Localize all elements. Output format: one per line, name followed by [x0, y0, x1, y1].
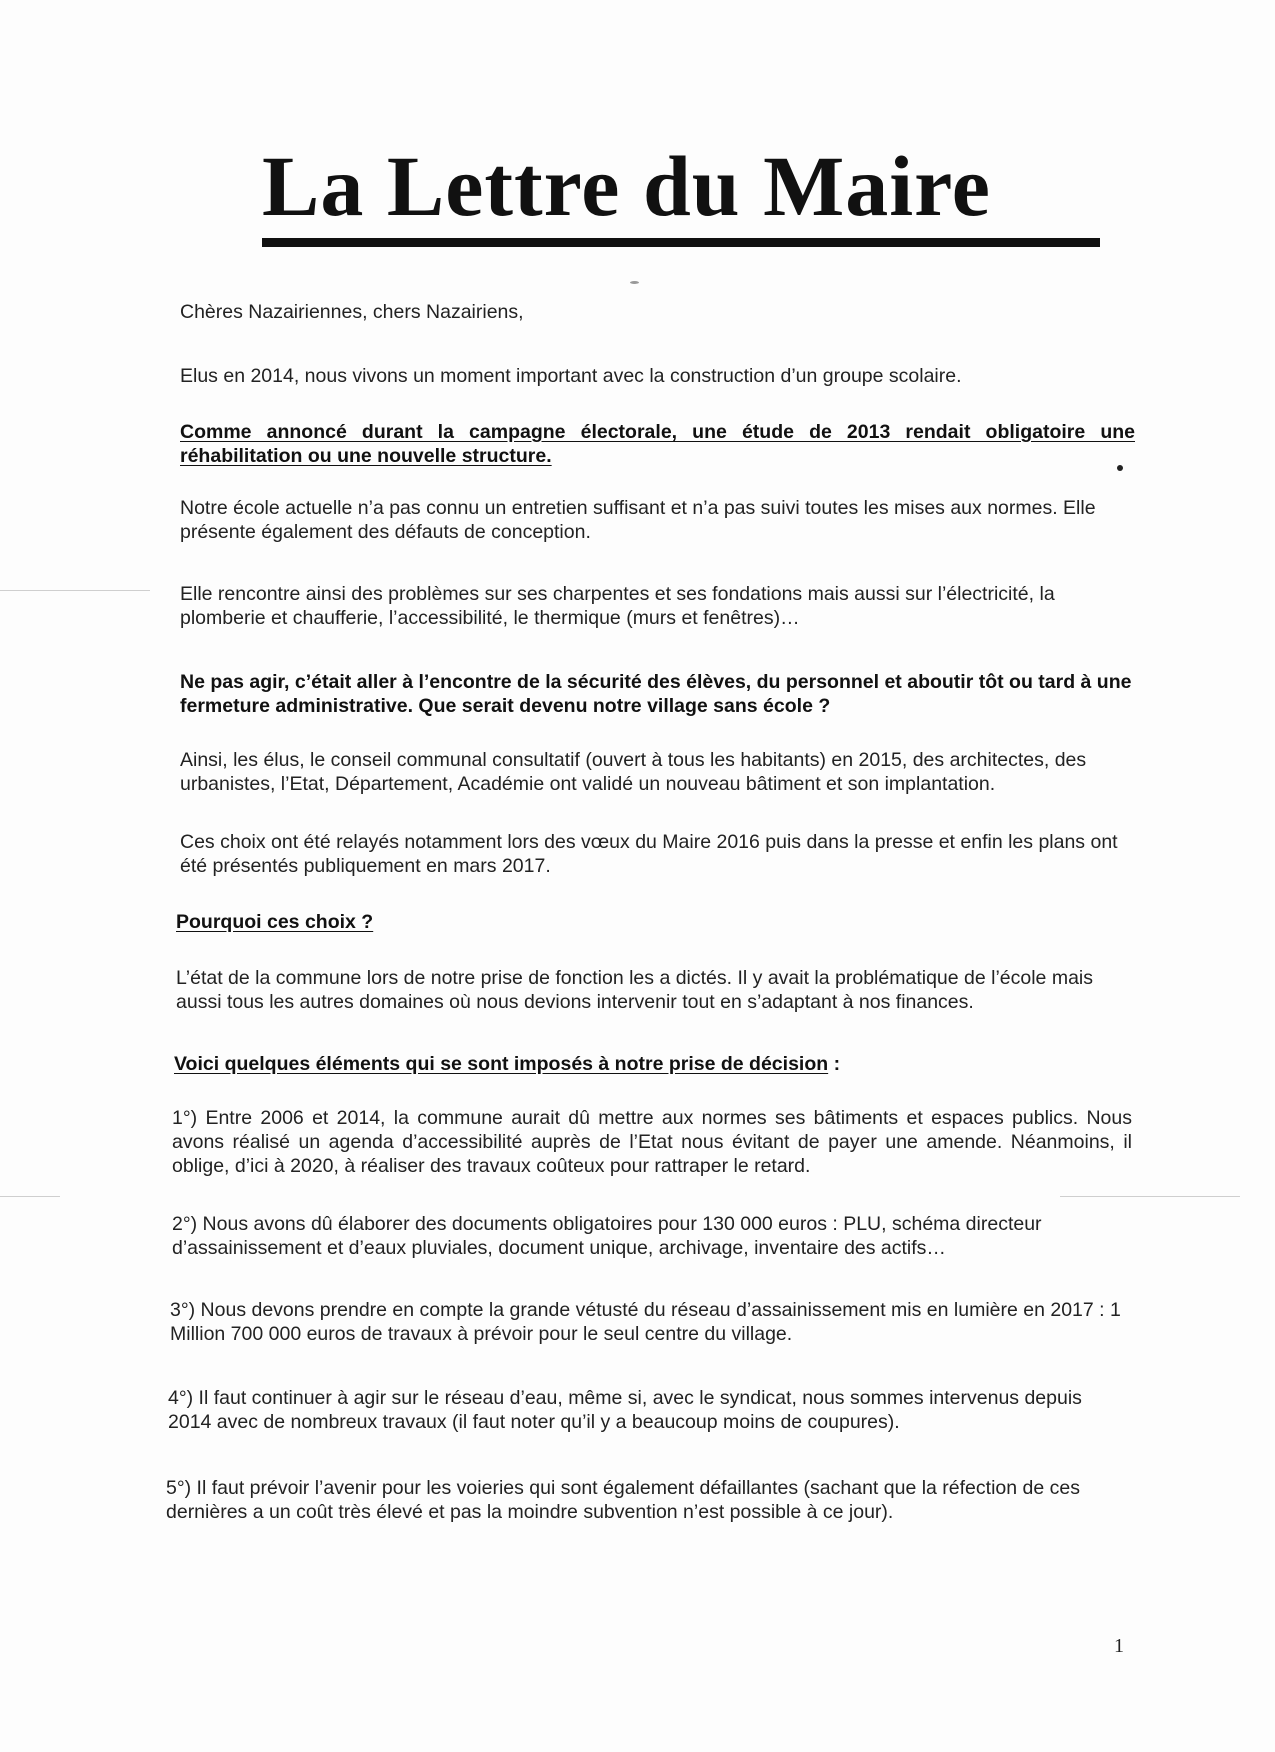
paragraph-school-condition: Notre école actuelle n’a pas connu un entretien suffisant et n’a pas suivi toutes les mises aux normes. Elle présente également des défauts de conception. — [180, 497, 1096, 543]
paragraph-communication: Ces choix ont été relayés notamment lors des vœux du Maire 2016 puis dans la presse et enfin les plans ont été présentés publiquement en mars 2017. — [180, 831, 1118, 877]
section-paragraph: L’état de la commune lors de notre prise de fonction les a dictés. Il y avait la problématique de l’école mais aussi tous les autres domaines où nous devions intervenir tout en s’adaptant à nos finances. — [176, 967, 1093, 1013]
letter-title: La Lettre du Maire — [262, 138, 991, 234]
section-heading: Pourquoi ces choix ? — [176, 911, 374, 933]
scan-artifact-line — [1060, 1196, 1240, 1197]
list-heading-text: Voici quelques éléments qui se sont imposés à notre prise de décision — [174, 1053, 829, 1075]
scan-speck — [630, 281, 639, 284]
paragraph-problems: Elle rencontre ainsi des problèmes sur ses charpentes et ses fondations mais aussi sur l’électricité, la plomberie et chaufferie, l’accessibilité, le thermique (murs et fenêtres)… — [180, 583, 1055, 629]
paragraph-intro: Elus en 2014, nous vivons un moment important avec la construction d’un groupe scolaire. — [180, 365, 962, 387]
title-underline — [262, 238, 1100, 247]
scan-artifact-line — [0, 590, 150, 591]
list-heading-colon: : — [828, 1053, 841, 1075]
list-heading — [174, 1052, 1134, 1076]
paragraph-validation: Ainsi, les élus, le conseil communal consultatif (ouvert à tous les habitants) en 2015, des architectes, des urbanistes, l’Etat, Département, Académie ont validé un nouveau bâtiment et son implantation. — [180, 749, 1087, 795]
list-item: 1°) Entre 2006 et 2014, la commune aurait dû mettre aux normes ses bâtiments et espaces publics. Nous avons réalisé un agenda d’accessibilité auprès de l’Etat nous évitant de payer une amende. Néanmoins, il oblige, d’ici à 2020, à réaliser des travaux coûteux pour rattraper le retard. — [172, 1107, 1132, 1177]
list-item: 2°) Nous avons dû élaborer des documents obligatoires pour 130 000 euros : PLU, schéma directeur d’assainissement et d’eaux pluviales, document unique, archivage, inventaire des actifs… — [172, 1213, 1042, 1259]
list-item: 3°) Nous devons prendre en compte la grande vétusté du réseau d’assainissement mis en lumière en 2017 : 1 Million 700 000 euros de travaux à prévoir pour le seul centre du village. — [170, 1299, 1121, 1345]
list-item: 4°) Il faut continuer à agir sur le réseau d’eau, même si, avec le syndicat, nous sommes intervenus depuis 2014 avec de nombreux travaux (il faut noter qu’il y a beaucoup moins de coupures). — [168, 1387, 1082, 1433]
paragraph-consequences: Ne pas agir, c’était aller à l’encontre de la sécurité des élèves, du personnel et aboutir tôt ou tard à une fermeture administrative. Que serait devenu notre village sans école ? — [180, 671, 1132, 717]
page-number: 1 — [1114, 1635, 1124, 1657]
scan-artifact-line — [0, 1196, 60, 1197]
paragraph-campaign-note: Comme annoncé durant la campagne électorale, une étude de 2013 rendait obligatoire une réhabilitation ou une nouvelle structure. — [180, 421, 1135, 467]
scan-speck — [1117, 465, 1123, 471]
salutation: Chères Nazairiennes, chers Nazairiens, — [180, 301, 524, 323]
list-item: 5°) Il faut prévoir l’avenir pour les voieries qui sont également défaillantes (sachant que la réfection de ces dernières a un coût très élevé et pas la moindre subvention n’est possible à ce jour). — [166, 1477, 1080, 1523]
